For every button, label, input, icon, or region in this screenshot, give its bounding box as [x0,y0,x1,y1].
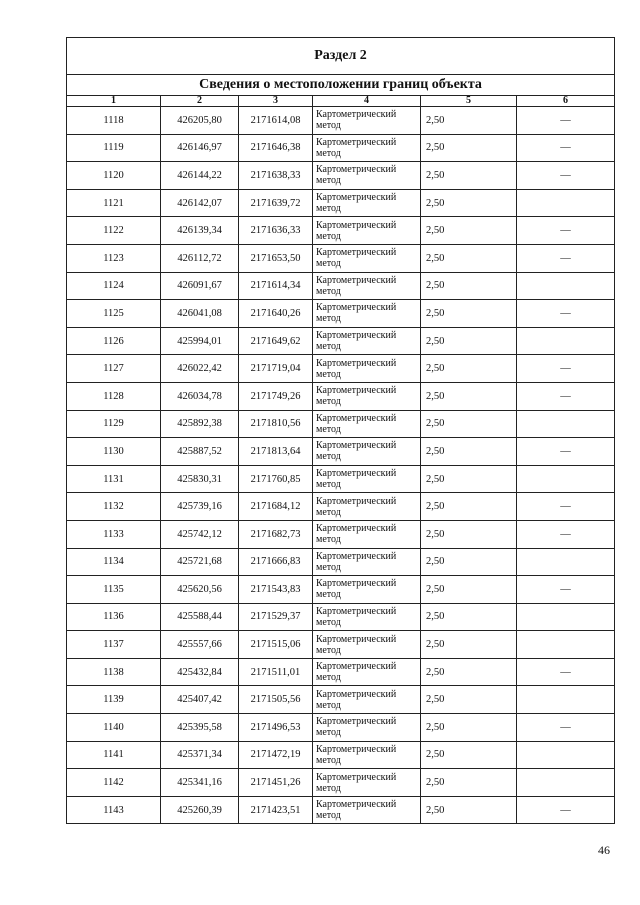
y-coordinate-cell: 2171810,56 [239,410,313,438]
point-number-cell: 1134 [67,548,161,576]
x-coordinate-cell: 425994,01 [161,327,239,355]
table-row [67,300,615,328]
method-cell: Картометрический метод [313,741,421,769]
note-cell: — [517,576,615,604]
x-coordinate-cell: 425407,42 [161,686,239,714]
point-number-cell: 1120 [67,162,161,190]
table-row [67,134,615,162]
note-cell [517,465,615,493]
precision-cell: 2,50 [421,769,517,797]
y-coordinate-cell: 2171505,56 [239,686,313,714]
method-cell: Картометрический метод [313,769,421,797]
note-cell: — [517,714,615,742]
note-cell: — [517,134,615,162]
point-number-cell: 1123 [67,244,161,272]
point-number-cell: 1127 [67,355,161,383]
precision-cell: 2,50 [421,686,517,714]
note-cell [517,603,615,631]
point-number-cell: 1140 [67,714,161,742]
table-row [67,603,615,631]
y-coordinate-cell: 2171640,26 [239,300,313,328]
note-cell [517,548,615,576]
method-cell: Картометрический метод [313,272,421,300]
precision-cell: 2,50 [421,162,517,190]
x-coordinate-cell: 425432,84 [161,658,239,686]
table-row [67,107,615,135]
table-row [67,714,615,742]
column-header-4: 4 [313,96,421,107]
point-number-cell: 1138 [67,658,161,686]
x-coordinate-cell: 426142,07 [161,189,239,217]
precision-cell: 2,50 [421,217,517,245]
note-cell: — [517,382,615,410]
method-cell: Картометрический метод [313,576,421,604]
point-number-cell: 1118 [67,107,161,135]
boundary-table [66,37,615,824]
note-cell: — [517,520,615,548]
table-row [67,272,615,300]
y-coordinate-cell: 2171684,12 [239,493,313,521]
x-coordinate-cell: 425371,34 [161,741,239,769]
note-cell: — [517,300,615,328]
y-coordinate-cell: 2171511,01 [239,658,313,686]
table-row [67,548,615,576]
note-cell: — [517,438,615,466]
precision-cell: 2,50 [421,548,517,576]
method-cell: Картометрический метод [313,217,421,245]
table-row [67,769,615,797]
y-coordinate-cell: 2171682,73 [239,520,313,548]
precision-cell: 2,50 [421,465,517,493]
table-row [67,493,615,521]
table-row [67,631,615,659]
point-number-cell: 1124 [67,272,161,300]
x-coordinate-cell: 425588,44 [161,603,239,631]
x-coordinate-cell: 426112,72 [161,244,239,272]
precision-cell: 2,50 [421,107,517,135]
note-cell [517,686,615,714]
x-coordinate-cell: 426139,34 [161,217,239,245]
x-coordinate-cell: 425887,52 [161,438,239,466]
note-cell: — [517,107,615,135]
y-coordinate-cell: 2171496,53 [239,714,313,742]
precision-cell: 2,50 [421,796,517,824]
method-cell: Картометрический метод [313,796,421,824]
table-row [67,520,615,548]
table-row [67,438,615,466]
note-cell [517,741,615,769]
y-coordinate-cell: 2171749,26 [239,382,313,410]
precision-cell: 2,50 [421,438,517,466]
x-coordinate-cell: 425892,38 [161,410,239,438]
y-coordinate-cell: 2171515,06 [239,631,313,659]
table-row [67,796,615,824]
y-coordinate-cell: 2171529,37 [239,603,313,631]
method-cell: Картометрический метод [313,244,421,272]
point-number-cell: 1142 [67,769,161,797]
method-cell: Картометрический метод [313,520,421,548]
y-coordinate-cell: 2171472,19 [239,741,313,769]
x-coordinate-cell: 425830,31 [161,465,239,493]
table-row [67,244,615,272]
precision-cell: 2,50 [421,355,517,383]
table-row [67,217,615,245]
precision-cell: 2,50 [421,741,517,769]
note-cell [517,327,615,355]
method-cell: Картометрический метод [313,658,421,686]
note-cell [517,769,615,797]
column-header-row [67,96,615,107]
precision-cell: 2,50 [421,714,517,742]
table-row [67,327,615,355]
x-coordinate-cell: 426022,42 [161,355,239,383]
method-cell: Картометрический метод [313,465,421,493]
precision-cell: 2,50 [421,300,517,328]
point-number-cell: 1135 [67,576,161,604]
note-cell: — [517,493,615,521]
method-cell: Картометрический метод [313,162,421,190]
y-coordinate-cell: 2171636,33 [239,217,313,245]
x-coordinate-cell: 426144,22 [161,162,239,190]
point-number-cell: 1139 [67,686,161,714]
point-number-cell: 1133 [67,520,161,548]
point-number-cell: 1130 [67,438,161,466]
x-coordinate-cell: 426146,97 [161,134,239,162]
y-coordinate-cell: 2171451,26 [239,769,313,797]
table-row [67,576,615,604]
point-number-cell: 1136 [67,603,161,631]
precision-cell: 2,50 [421,520,517,548]
y-coordinate-cell: 2171653,50 [239,244,313,272]
x-coordinate-cell: 425721,68 [161,548,239,576]
point-number-cell: 1121 [67,189,161,217]
section-title: Раздел 2 [67,38,615,75]
table-row [67,465,615,493]
note-cell [517,410,615,438]
precision-cell: 2,50 [421,576,517,604]
x-coordinate-cell: 425341,16 [161,769,239,797]
note-cell: — [517,244,615,272]
x-coordinate-cell: 425260,39 [161,796,239,824]
table-row [67,189,615,217]
precision-cell: 2,50 [421,493,517,521]
precision-cell: 2,50 [421,382,517,410]
method-cell: Картометрический метод [313,603,421,631]
point-number-cell: 1131 [67,465,161,493]
y-coordinate-cell: 2171649,62 [239,327,313,355]
point-number-cell: 1119 [67,134,161,162]
note-cell [517,189,615,217]
y-coordinate-cell: 2171760,85 [239,465,313,493]
point-number-cell: 1143 [67,796,161,824]
precision-cell: 2,50 [421,272,517,300]
x-coordinate-cell: 425395,58 [161,714,239,742]
method-cell: Картометрический метод [313,107,421,135]
point-number-cell: 1125 [67,300,161,328]
method-cell: Картометрический метод [313,714,421,742]
column-header-3: 3 [239,96,313,107]
y-coordinate-cell: 2171638,33 [239,162,313,190]
method-cell: Картометрический метод [313,382,421,410]
table-row [67,355,615,383]
precision-cell: 2,50 [421,603,517,631]
table-row [67,382,615,410]
table-row [67,410,615,438]
table-row [67,162,615,190]
precision-cell: 2,50 [421,134,517,162]
y-coordinate-cell: 2171639,72 [239,189,313,217]
column-header-2: 2 [161,96,239,107]
document-sheet [66,37,614,824]
note-cell [517,631,615,659]
note-cell: — [517,796,615,824]
y-coordinate-cell: 2171423,51 [239,796,313,824]
method-cell: Картометрический метод [313,410,421,438]
note-cell: — [517,658,615,686]
precision-cell: 2,50 [421,631,517,659]
y-coordinate-cell: 2171646,38 [239,134,313,162]
precision-cell: 2,50 [421,410,517,438]
page-number: 46 [598,843,610,857]
x-coordinate-cell: 426034,78 [161,382,239,410]
method-cell: Картометрический метод [313,327,421,355]
x-coordinate-cell: 426205,80 [161,107,239,135]
precision-cell: 2,50 [421,189,517,217]
point-number-cell: 1132 [67,493,161,521]
method-cell: Картометрический метод [313,355,421,383]
method-cell: Картометрический метод [313,189,421,217]
method-cell: Картометрический метод [313,134,421,162]
point-number-cell: 1137 [67,631,161,659]
x-coordinate-cell: 425739,16 [161,493,239,521]
x-coordinate-cell: 425620,56 [161,576,239,604]
y-coordinate-cell: 2171543,83 [239,576,313,604]
precision-cell: 2,50 [421,244,517,272]
note-cell: — [517,355,615,383]
method-cell: Картометрический метод [313,438,421,466]
precision-cell: 2,50 [421,327,517,355]
x-coordinate-cell: 425742,12 [161,520,239,548]
method-cell: Картометрический метод [313,686,421,714]
point-number-cell: 1126 [67,327,161,355]
note-cell: — [517,162,615,190]
x-coordinate-cell: 426041,08 [161,300,239,328]
x-coordinate-cell: 425557,66 [161,631,239,659]
column-header-5: 5 [421,96,517,107]
y-coordinate-cell: 2171614,08 [239,107,313,135]
precision-cell: 2,50 [421,658,517,686]
column-header-1: 1 [67,96,161,107]
y-coordinate-cell: 2171719,04 [239,355,313,383]
y-coordinate-cell: 2171666,83 [239,548,313,576]
table-row [67,658,615,686]
y-coordinate-cell: 2171813,64 [239,438,313,466]
method-cell: Картометрический метод [313,300,421,328]
section-subtitle: Сведения о местоположении границ объекта [67,75,615,96]
point-number-cell: 1128 [67,382,161,410]
table-row [67,686,615,714]
point-number-cell: 1122 [67,217,161,245]
method-cell: Картометрический метод [313,631,421,659]
point-number-cell: 1141 [67,741,161,769]
point-number-cell: 1129 [67,410,161,438]
method-cell: Картометрический метод [313,493,421,521]
table-row [67,741,615,769]
y-coordinate-cell: 2171614,34 [239,272,313,300]
column-header-6: 6 [517,96,615,107]
note-cell: — [517,217,615,245]
x-coordinate-cell: 426091,67 [161,272,239,300]
method-cell: Картометрический метод [313,548,421,576]
note-cell [517,272,615,300]
